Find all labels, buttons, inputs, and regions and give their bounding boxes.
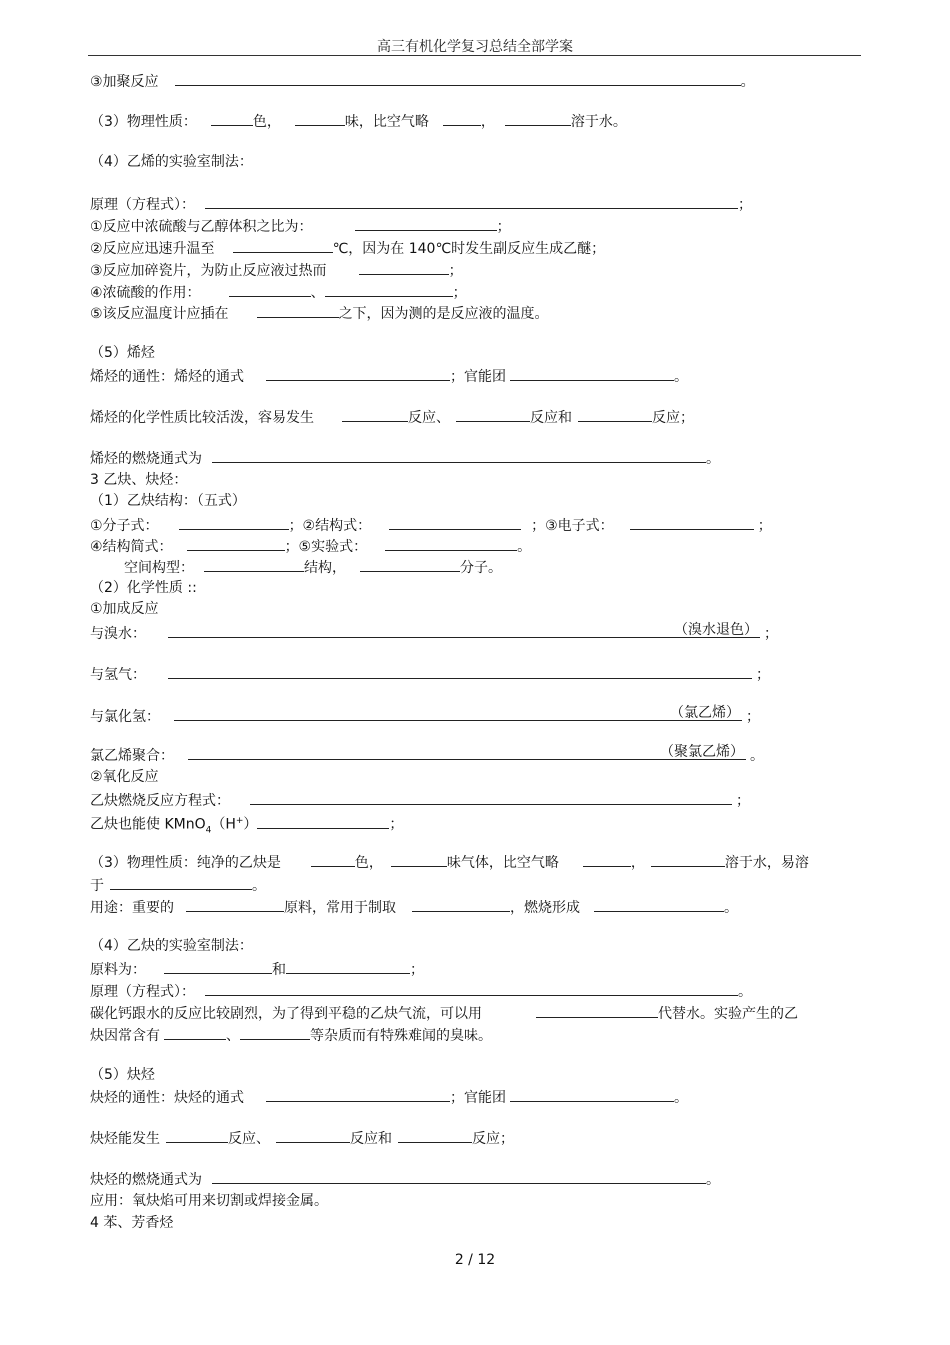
text: 溶于水，易溶 <box>724 855 809 871</box>
section-heading: （4）乙烯的实验室制法： <box>90 154 253 170</box>
text: 原理（方程式）： <box>90 197 195 213</box>
answer-blank <box>205 194 738 209</box>
answer-blank <box>276 1128 350 1143</box>
text: 于 <box>90 878 104 894</box>
answer-blank <box>355 216 497 231</box>
text: 。 <box>517 539 532 555</box>
answer-blank <box>510 366 674 381</box>
line-alkene-reactions <box>90 407 694 427</box>
answer-blank <box>229 282 311 297</box>
line-alkene-formula <box>90 366 688 386</box>
text: ； <box>757 518 772 534</box>
line-acetylene-formulas <box>90 515 772 535</box>
line-soluble-in <box>90 875 266 895</box>
answer-blank <box>204 557 304 572</box>
text: ℃，因为在 140℃时发生副反应生成乙醚； <box>332 241 606 257</box>
answer-blank <box>505 111 571 126</box>
section-heading: （4）乙炔的实验室制法： <box>90 938 253 954</box>
text: ④结构简式： <box>90 539 173 555</box>
answer-blank <box>174 706 742 721</box>
text: ；官能团 <box>450 1090 506 1106</box>
answer-blank <box>359 260 449 275</box>
answer-blank <box>578 407 652 422</box>
answer-blank <box>398 1128 472 1143</box>
section-heading: （1）乙炔结构：（五式） <box>90 493 246 509</box>
line-acetylene-physical <box>90 852 809 872</box>
answer-blank <box>233 238 333 253</box>
answer-blank <box>266 366 450 381</box>
section-heading: （5）烯烃 <box>90 345 155 361</box>
section-heading: ①加成反应 <box>90 601 159 617</box>
answer-blank <box>583 852 631 867</box>
line-spatial-structure <box>124 557 502 577</box>
line-uses <box>90 897 738 917</box>
product-note: （聚氯乙烯） <box>660 744 744 760</box>
answer-blank <box>240 1025 310 1040</box>
text: ； <box>448 263 463 279</box>
line-bromine-water <box>90 623 778 643</box>
answer-blank <box>630 515 754 530</box>
answer-blank <box>536 1003 658 1018</box>
line-alkyne-formula <box>90 1087 688 1107</box>
line-ethylene-physical <box>90 111 627 131</box>
text: ； <box>389 816 404 833</box>
text: ；②结构式： <box>288 518 372 534</box>
answer-blank <box>443 111 481 126</box>
line-combustion-equation <box>90 790 750 810</box>
answer-blank <box>266 1087 450 1102</box>
text: 代替水。实验产生的乙 <box>658 1006 798 1022</box>
section-heading: 4 苯、芳香烃 <box>90 1215 174 1231</box>
text: 色， <box>354 855 383 871</box>
section-heading: ②氧化反应 <box>90 769 159 785</box>
text: 。 <box>738 984 752 1000</box>
answer-blank <box>168 623 760 638</box>
line-temperature <box>90 238 605 258</box>
text: 之下，因为测的是反应液的温度。 <box>338 306 549 322</box>
text: 与氯化氢： <box>90 709 160 725</box>
line-ratio <box>90 216 511 236</box>
text: （H <box>211 816 236 833</box>
answer-blank <box>311 852 355 867</box>
line-impurities <box>90 1025 492 1045</box>
answer-blank <box>164 1025 226 1040</box>
answer-blank <box>187 536 285 551</box>
line-calcium-carbide <box>90 1003 798 1023</box>
answer-blank <box>412 897 510 912</box>
text: 。 <box>750 748 764 764</box>
text: ③反应加碎瓷片，为防止反应液过热而 <box>90 263 327 279</box>
subscript: 4 <box>205 825 212 836</box>
page-header-title: 高三有机化学复习总结全部学案 <box>377 39 573 55</box>
line-hydrogen-chloride <box>90 706 760 726</box>
line-principle-2 <box>90 981 752 1001</box>
text: ； <box>756 667 770 683</box>
text: ， <box>480 114 495 130</box>
text: 。 <box>740 74 755 90</box>
text: 反应、 <box>228 1131 270 1147</box>
line-alkyne-combustion <box>90 1169 720 1189</box>
text: ①反应中浓硫酸与乙醇体积之比为： <box>90 219 313 235</box>
answer-blank <box>205 981 738 996</box>
text: 溶于水。 <box>570 114 627 130</box>
line-porcelain <box>90 260 463 280</box>
text: 用途：重要的 <box>90 900 174 916</box>
text: 与溴水： <box>90 626 146 642</box>
text: ①分子式： <box>90 518 159 534</box>
text: 空间构型： <box>124 560 194 576</box>
answer-blank <box>510 1087 674 1102</box>
text: 炔因常含有 <box>90 1028 160 1044</box>
answer-blank <box>391 852 447 867</box>
answer-blank <box>360 557 460 572</box>
text: 炔烃能发生 <box>90 1131 160 1147</box>
answer-blank <box>168 664 752 679</box>
text: 乙炔也能使 KMnO <box>90 816 206 833</box>
text: ； <box>410 962 424 978</box>
answer-blank <box>257 814 389 829</box>
text: ④浓硫酸的作用： <box>90 285 201 301</box>
text: 碳化钙跟水的反应比较剧烈，为了得到平稳的乙炔气流，可以用 <box>90 1006 482 1022</box>
line-alkene-combustion <box>90 448 720 468</box>
answer-blank <box>211 111 253 126</box>
text: ③加聚反应 <box>90 74 159 90</box>
text: 结构， <box>304 560 346 576</box>
text: ，燃烧形成 <box>510 900 580 916</box>
text: ； <box>496 219 511 235</box>
text: 反应、 <box>408 410 450 426</box>
line-thermometer <box>90 303 549 323</box>
text: ；③电子式： <box>531 518 614 534</box>
text: （3）物理性质： <box>90 114 197 130</box>
text: 乙炔燃烧反应方程式： <box>90 793 230 809</box>
answer-blank <box>175 71 741 86</box>
text: 与氢气： <box>90 667 146 683</box>
answer-blank <box>594 897 724 912</box>
answer-blank <box>110 875 252 890</box>
text: 、 <box>226 1028 240 1044</box>
text: 氯乙烯聚合： <box>90 748 174 764</box>
line-structural-formula <box>90 536 531 556</box>
text: 色， <box>252 114 281 130</box>
text: ；官能团 <box>450 369 506 385</box>
text: 原理（方程式）： <box>90 984 195 1000</box>
answer-blank <box>179 515 289 530</box>
section-heading: （5）炔烃 <box>90 1067 155 1083</box>
text: 烯烃的化学性质比较活泼，容易发生 <box>90 410 314 426</box>
text: 反应； <box>472 1131 514 1147</box>
line-application: 应用：氧炔焰可用来切割或焊接金属。 <box>90 1193 328 1209</box>
answer-blank <box>166 1128 228 1143</box>
superscript: + <box>235 816 244 826</box>
answer-blank <box>257 303 339 318</box>
answer-blank <box>325 282 453 297</box>
text: ； <box>746 709 760 725</box>
answer-blank <box>651 852 725 867</box>
text: 原料，常用于制取 <box>284 900 396 916</box>
line-sulfuric-acid <box>90 282 467 302</box>
answer-blank <box>342 407 408 422</box>
line-alkyne-reactions <box>90 1128 514 1148</box>
text: 味气体，比空气略 <box>446 855 559 871</box>
text: 。 <box>252 878 266 894</box>
text: 分子。 <box>460 560 502 576</box>
text: ； <box>764 626 778 642</box>
text: ②反应应迅速升温至 <box>90 241 215 257</box>
text: 味，比空气略 <box>344 114 429 130</box>
answer-blank <box>186 897 284 912</box>
answer-blank <box>250 790 732 805</box>
text: 烯烃的燃烧通式为 <box>90 451 202 467</box>
text: ， <box>630 855 645 871</box>
answer-blank <box>389 515 521 530</box>
text: ； <box>736 793 750 809</box>
text: 炔烃的燃烧通式为 <box>90 1172 202 1188</box>
line-addition-polymerization <box>90 71 755 91</box>
text: 等杂质而有特殊难闻的臭味。 <box>310 1028 492 1044</box>
text: 原料为： <box>90 962 146 978</box>
line-raw-materials <box>90 959 424 979</box>
section-heading: （2）化学性质 :: <box>90 580 197 596</box>
text: ⑤该反应温度计应插在 <box>90 306 229 322</box>
answer-blank <box>164 959 272 974</box>
text: ） <box>243 816 258 833</box>
line-kmno4 <box>90 812 403 839</box>
line-principle <box>90 194 752 214</box>
text: ；⑤实验式： <box>284 539 368 555</box>
text: 。 <box>706 1172 720 1188</box>
answer-blank <box>385 536 517 551</box>
text: 炔烃的通性：炔烃的通式 <box>90 1090 244 1106</box>
product-note: （溴水退色） <box>674 622 758 638</box>
line-vinyl-chloride <box>90 745 764 765</box>
text: 反应和 <box>350 1131 392 1147</box>
text: 烯烃的通性：烯烃的通式 <box>90 369 244 385</box>
line-hydrogen <box>90 664 770 684</box>
text: 。 <box>674 1090 688 1106</box>
page-number: 2 / 12 <box>454 1252 496 1268</box>
text: 反应； <box>652 410 694 426</box>
answer-blank <box>295 111 345 126</box>
section-heading: 3 乙炔、炔烃： <box>90 472 188 488</box>
product-note: （氯乙烯） <box>670 705 740 721</box>
text: 反应和 <box>530 410 572 426</box>
text: （3）物理性质：纯净的乙炔是 <box>90 855 281 871</box>
answer-blank <box>212 448 706 463</box>
answer-blank <box>456 407 530 422</box>
answer-blank <box>286 959 410 974</box>
text: 。 <box>706 451 720 467</box>
answer-blank <box>188 745 746 760</box>
text: 。 <box>674 369 688 385</box>
header-divider <box>88 55 861 56</box>
text: 和 <box>272 962 286 978</box>
answer-blank <box>212 1169 706 1184</box>
text: 。 <box>724 900 738 916</box>
text: 、 <box>310 285 325 301</box>
text: ； <box>452 285 467 301</box>
text: ； <box>738 197 752 213</box>
